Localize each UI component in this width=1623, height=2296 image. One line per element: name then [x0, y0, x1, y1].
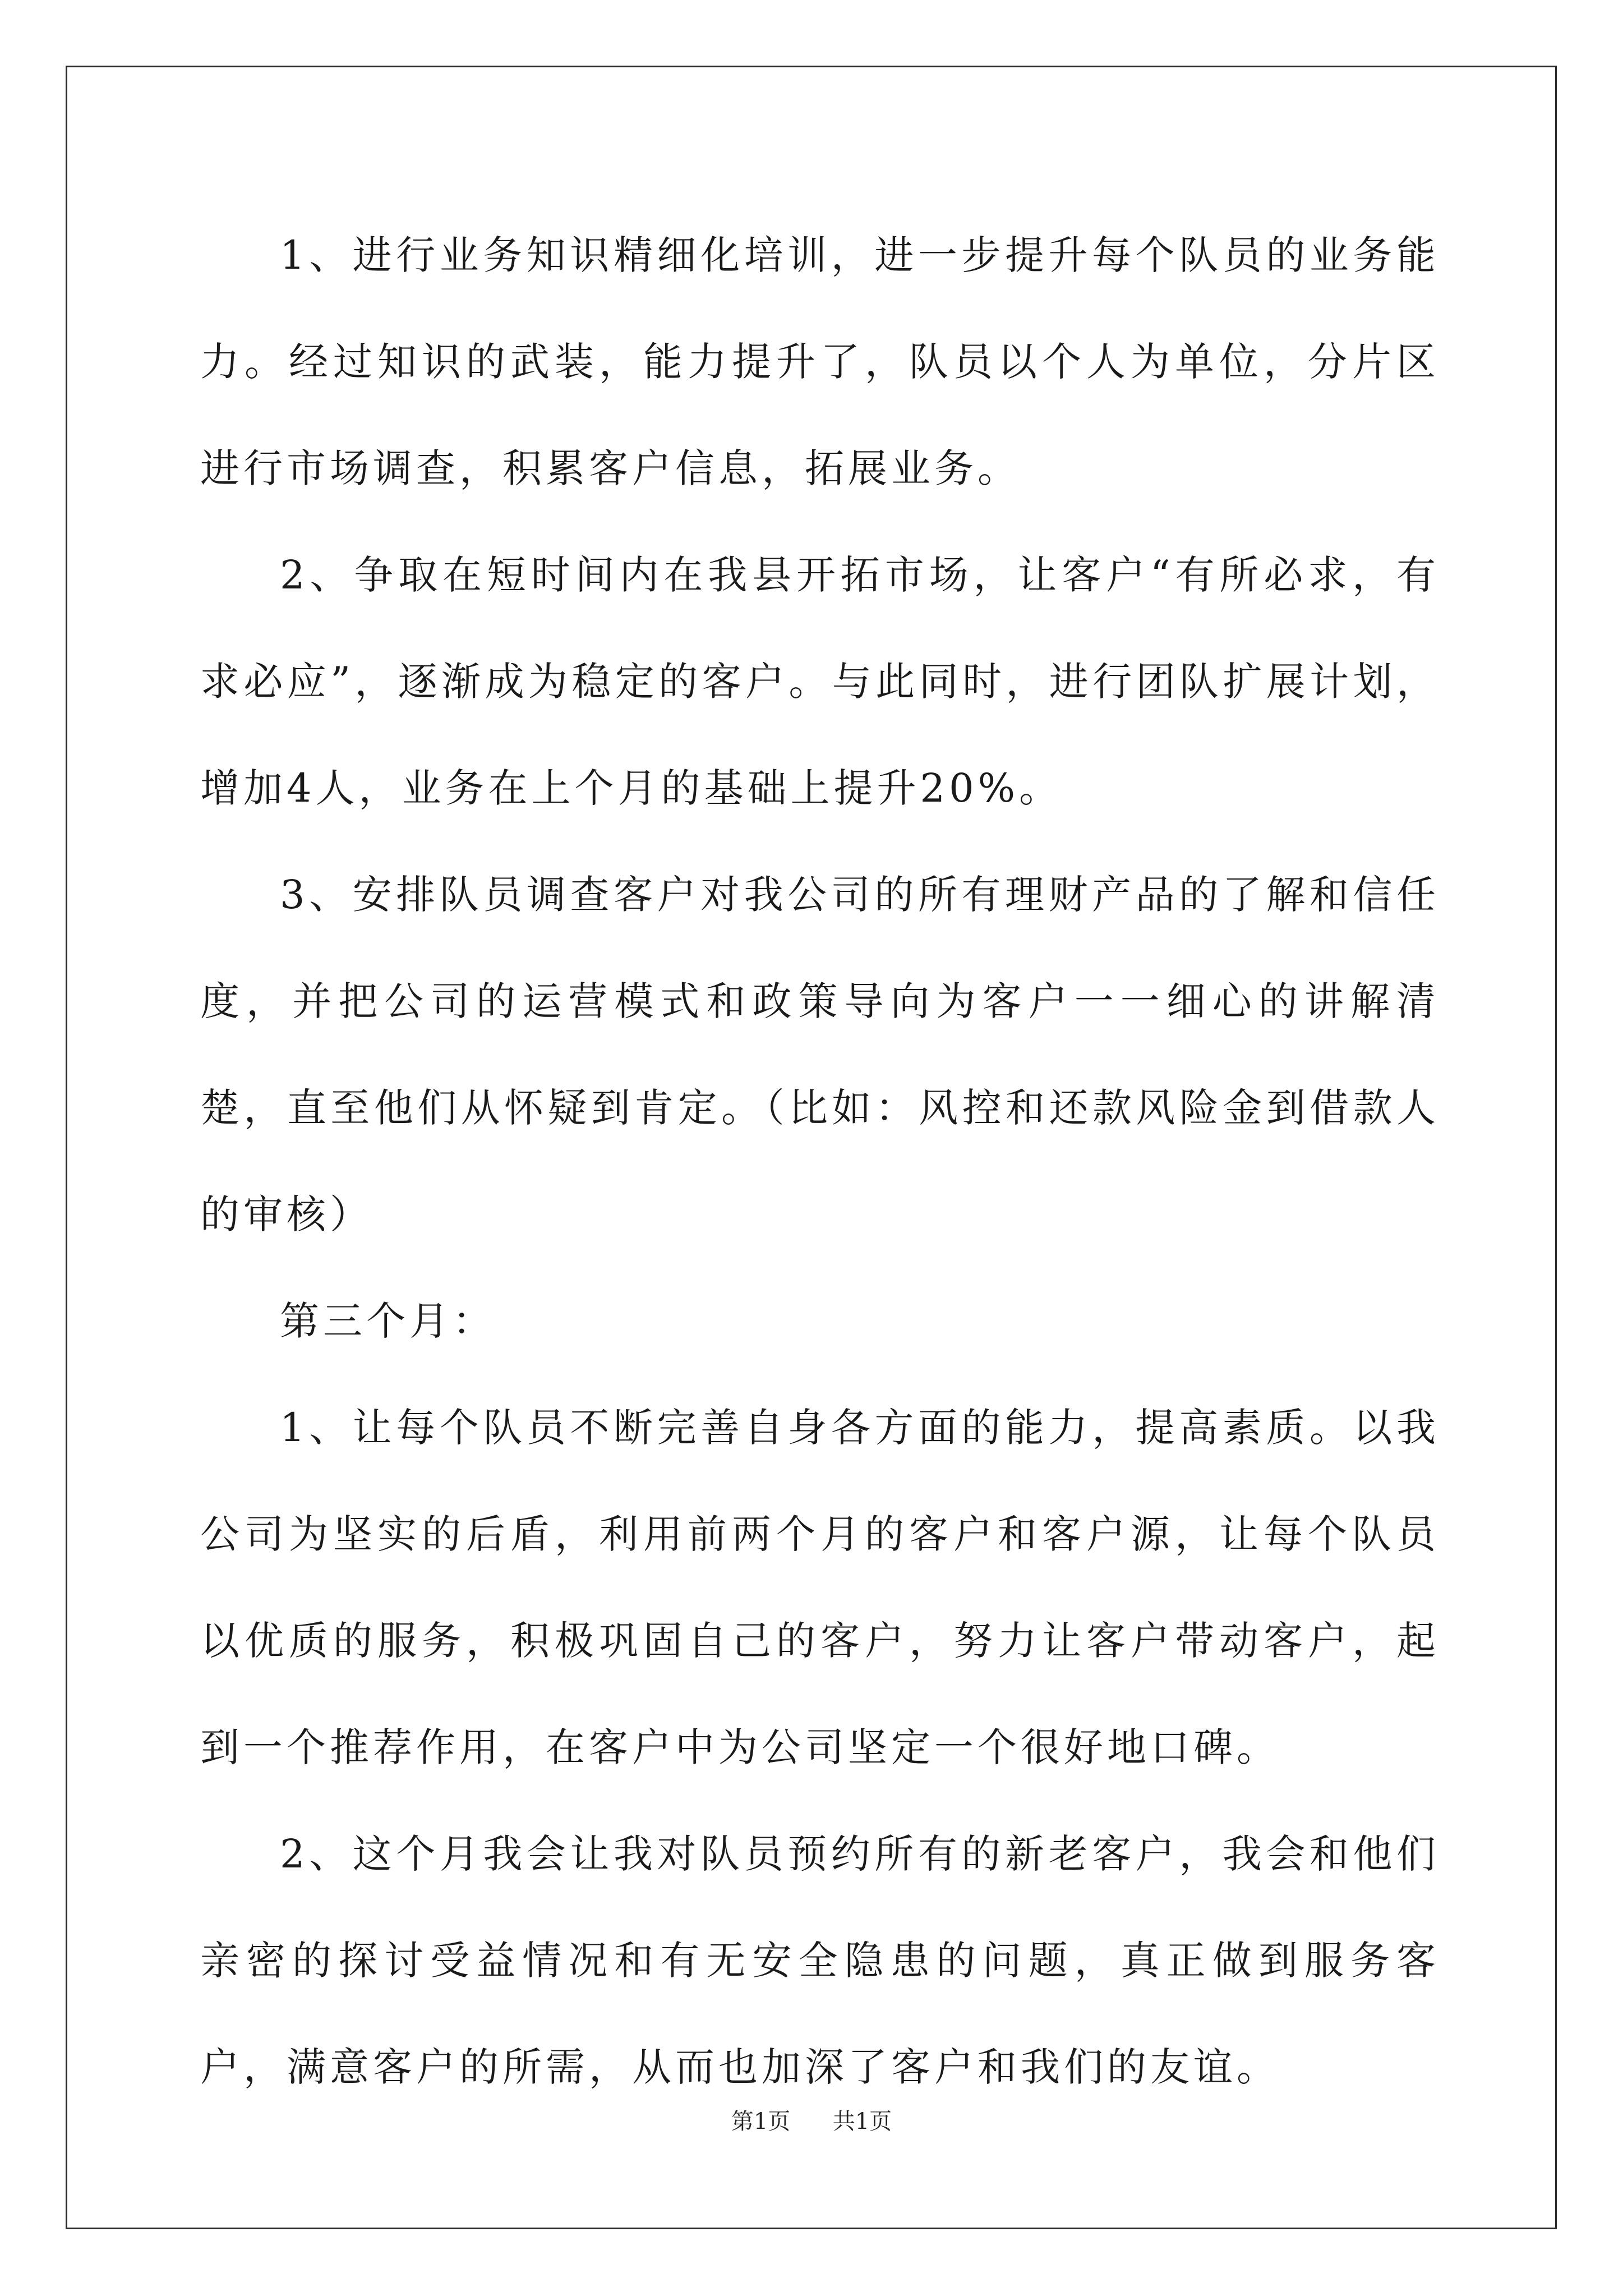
- paragraph-4: 1、让每个队员不断完善自身各方面的能力，提高素质。以我公司为坚实的后盾，利用前两个月的客户和客户源，让每个队员以优质的服务，积极巩固自己的客户，努力让客户带动客户，起到一个推荐作用，在客户中为公司坚定一个很好地口碑。: [200, 1405, 1440, 1770]
- section-heading-third-month: 第三个月：: [280, 1298, 496, 1344]
- page-footer: [0, 2105, 1623, 2138]
- page-number: 第1页: [731, 2109, 791, 2134]
- paragraph-3: 3、安排队员调查客户对我公司的所有理财产品的了解和信任度，并把公司的运营模式和政策导向为客户一一细心的讲解清楚，直至他们从怀疑到肯定。（比如：风控和还款风险金到借款人的审核）: [200, 872, 1440, 1237]
- paragraph-2: 2、争取在短时间内在我县开拓市场，让客户“有所必求，有求必应”，逐渐成为稳定的客户。与此同时，进行团队扩展计划，增加4人，业务在上个月的基础上提升20%。: [200, 552, 1440, 811]
- document-body: [200, 202, 1440, 2120]
- paragraph-1: 1、进行业务知识精细化培训，进一步提升每个队员的业务能力。经过知识的武装，能力提升了，队员以个人为单位，分片区进行市场调查，积累客户信息，拓展业务。: [200, 232, 1440, 491]
- page-total: 共1页: [832, 2109, 892, 2134]
- paragraph-5: 2、这个月我会让我对队员预约所有的新老客户，我会和他们亲密的探讨受益情况和有无安全隐患的问题，真正做到服务客户，满意客户的所需，从而也加深了客户和我们的友谊。: [200, 1831, 1440, 2090]
